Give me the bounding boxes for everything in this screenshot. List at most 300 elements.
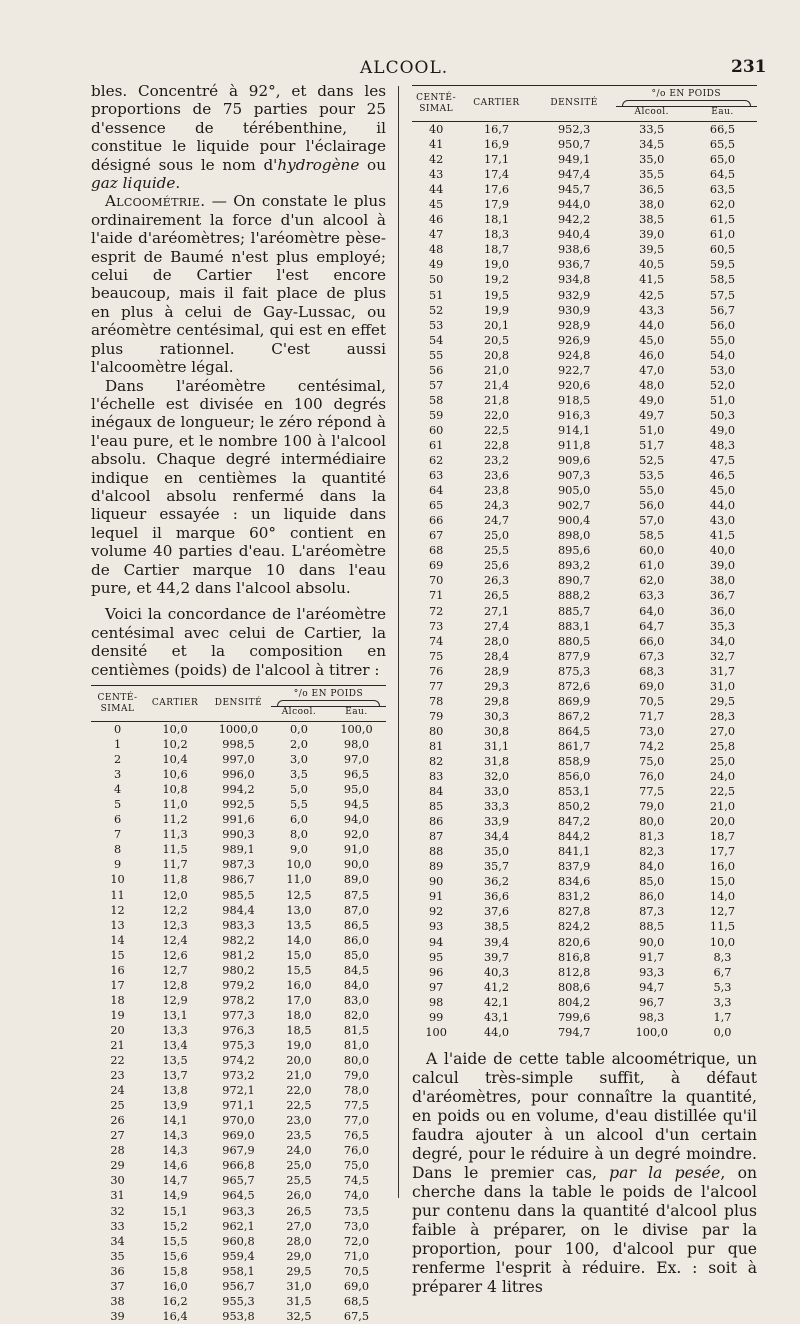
alcohol-cell: 25,0	[286, 1159, 312, 1173]
table-row	[91, 1173, 386, 1188]
degree-cell: 63	[428, 469, 444, 483]
cartier-cell: 34,4	[483, 830, 510, 844]
table-row	[412, 604, 757, 619]
table-row	[412, 1010, 757, 1025]
alcohol-cell: 100,0	[635, 1025, 668, 1039]
table-row	[412, 724, 757, 739]
alcohol-cell: 91,7	[639, 950, 665, 964]
density-cell: 996,0	[222, 768, 255, 782]
table-row	[412, 423, 757, 438]
density-cell: 898,0	[557, 529, 591, 543]
alcohol-cell: 82,3	[639, 845, 665, 859]
cartier-cell: 33,3	[483, 800, 510, 814]
cartier-cell: 24,3	[483, 499, 510, 513]
alcohol-cell: 98,3	[639, 1010, 665, 1024]
degree-cell: 95	[428, 950, 444, 964]
cartier-cell: 25,5	[483, 544, 510, 558]
water-cell: 48,3	[709, 438, 736, 452]
density-cell: 847,2	[557, 815, 591, 829]
table-row	[412, 363, 757, 378]
cartier-cell: 13,7	[162, 1069, 188, 1083]
degree-cell: 48	[428, 243, 444, 257]
water-cell: 8,3	[713, 950, 732, 964]
table-row	[91, 812, 386, 827]
cartier-cell: 12,6	[162, 948, 188, 962]
table-row	[91, 1294, 386, 1309]
degree-cell: 0	[113, 723, 122, 736]
header-eau: Eau.	[345, 707, 368, 717]
table-row	[91, 842, 386, 857]
degree-cell: 19	[110, 1008, 125, 1022]
degree-cell: 78	[428, 694, 444, 708]
table-row	[412, 468, 757, 483]
degree-cell: 99	[428, 1010, 444, 1024]
water-cell: 100,0	[340, 723, 373, 736]
table-row	[412, 814, 757, 829]
cartier-cell: 13,5	[162, 1054, 188, 1068]
water-cell: 73,0	[343, 1219, 370, 1233]
alcohol-cell: 81,3	[639, 830, 665, 844]
paragraph-continuation: bles. Concentré à 92°, et dans les proportions de 75 parties pour 25 d'essence de térébenthine, il constitue le liquide pour l'éclairage désigné sous le nom d'hydrogène ou gaz liquide.	[91, 82, 386, 193]
density-cell: 967,9	[222, 1144, 255, 1158]
table-row	[412, 227, 757, 242]
cartier-cell: 28,0	[483, 634, 510, 648]
cartier-cell: 12,0	[162, 888, 188, 902]
alcohol-cell: 51,7	[639, 438, 665, 452]
density-cell: 804,2	[557, 995, 591, 1009]
degree-cell: 34	[110, 1234, 125, 1248]
alcohol-cell: 2,0	[289, 738, 308, 752]
table-row	[412, 859, 757, 874]
cartier-cell: 44,0	[483, 1025, 510, 1039]
alcohol-cell: 8,0	[289, 828, 308, 842]
degree-cell: 77	[428, 679, 444, 693]
water-cell: 64,5	[709, 168, 736, 182]
cartier-cell: 20,8	[483, 348, 510, 362]
table-row	[91, 1264, 386, 1279]
degree-cell: 7	[113, 828, 122, 842]
table-row	[412, 784, 757, 799]
alcohol-cell: 93,3	[639, 965, 665, 979]
density-cell: 973,2	[222, 1069, 255, 1083]
cartier-cell: 28,4	[483, 649, 510, 663]
density-cell: 962,1	[222, 1219, 255, 1233]
cartier-cell: 21,0	[483, 363, 510, 377]
density-cell: 877,9	[557, 649, 591, 663]
degree-cell: 22	[110, 1054, 125, 1068]
density-cell: 991,6	[222, 813, 255, 827]
cartier-cell: 18,3	[483, 228, 510, 242]
alcohol-cell: 26,0	[286, 1189, 312, 1203]
cartier-cell: 12,3	[162, 918, 188, 932]
cartier-cell: 40,3	[483, 965, 510, 979]
water-cell: 39,0	[709, 559, 736, 573]
cartier-cell: 17,1	[483, 153, 510, 167]
water-cell: 35,3	[709, 619, 736, 633]
degree-cell: 12	[110, 903, 125, 917]
density-cell: 992,5	[222, 798, 255, 812]
water-cell: 27,0	[709, 724, 736, 738]
alcohol-cell: 38,0	[639, 198, 665, 212]
cartier-cell: 38,5	[483, 920, 510, 934]
water-cell: 16,0	[709, 860, 736, 874]
alcohol-cell: 33,5	[639, 123, 665, 136]
water-cell: 52,0	[709, 378, 736, 392]
table-row	[91, 737, 386, 752]
alcohol-cell: 14,0	[286, 933, 312, 947]
table-row	[412, 679, 757, 694]
water-cell: 51,0	[709, 393, 736, 407]
degree-cell: 86	[428, 815, 444, 829]
density-cell: 850,2	[557, 800, 591, 814]
left-column	[91, 82, 386, 1324]
table-row	[412, 995, 757, 1010]
alcohol-cell: 84,0	[639, 860, 665, 874]
cartier-cell: 10,0	[162, 723, 188, 736]
cartier-cell: 26,5	[483, 589, 510, 603]
water-cell: 53,0	[709, 363, 736, 377]
alcohol-cell: 46,0	[639, 348, 665, 362]
degree-cell: 27	[110, 1129, 125, 1143]
cartier-cell: 11,5	[162, 843, 188, 857]
paragraph-table-intro: Voici la concordance de l'aréomètre centésimal avec celui de Cartier, la densité et la composition en centièmes (poids) de l'alcool à titrer :	[91, 605, 386, 679]
alcohol-cell: 55,0	[639, 484, 665, 498]
degree-cell: 74	[428, 634, 444, 648]
table-row	[91, 888, 386, 903]
density-cell: 997,0	[222, 753, 255, 767]
degree-cell: 37	[110, 1279, 125, 1293]
cartier-cell: 16,4	[162, 1309, 188, 1323]
density-cell: 975,3	[222, 1038, 255, 1052]
density-cell: 820,6	[557, 935, 591, 949]
density-cell: 990,3	[222, 828, 255, 842]
alcohol-cell: 22,0	[286, 1084, 312, 1098]
density-cell: 949,1	[557, 153, 591, 167]
paragraph-alcoometrie: Alcoométrie. — On constate le plus ordinairement la force d'un alcool à l'aide d'aréomètres; l'aréomètre pèse-esprit de Baumé n'est plus employé; celui de Cartier l'est encore beaucoup, mais il fait place de plus en plus à celui de Gay-Lussac, ou aréomètre centésimal, qui est en effet plus rationnel. C'est aussi l'alcoomètre légal.	[91, 192, 386, 377]
table-row	[412, 619, 757, 634]
cartier-cell: 19,9	[483, 303, 510, 317]
alcohol-cell: 52,5	[639, 454, 665, 468]
degree-cell: 41	[428, 138, 444, 152]
table-row	[91, 1128, 386, 1143]
density-cell: 956,7	[222, 1279, 255, 1293]
density-cell: 965,7	[222, 1174, 255, 1188]
density-cell: 824,2	[557, 920, 591, 934]
table-row	[91, 857, 386, 872]
degree-cell: 25	[110, 1099, 125, 1113]
water-cell: 24,0	[709, 770, 736, 784]
cartier-cell: 21,8	[483, 393, 510, 407]
degree-cell: 66	[428, 514, 444, 528]
degree-cell: 18	[110, 993, 125, 1007]
water-cell: 94,5	[343, 798, 370, 812]
density-cell: 867,2	[557, 709, 591, 723]
cartier-cell: 29,8	[483, 694, 510, 708]
density-cell: 930,9	[557, 303, 591, 317]
degree-cell: 42	[428, 153, 444, 167]
table-row	[412, 694, 757, 709]
cartier-cell: 36,2	[483, 875, 510, 889]
column-rule	[398, 86, 399, 1198]
cartier-cell: 23,8	[483, 484, 510, 498]
cartier-cell: 23,2	[483, 454, 510, 468]
table-row	[91, 963, 386, 978]
alcohol-cell: 70,5	[639, 694, 665, 708]
alcoometric-table-left	[91, 685, 386, 1324]
water-cell: 34,0	[709, 634, 736, 648]
table-row	[412, 649, 757, 664]
water-cell: 91,0	[343, 843, 370, 857]
density-cell: 945,7	[557, 183, 591, 197]
cartier-cell: 31,1	[483, 739, 510, 753]
cartier-cell: 29,3	[483, 679, 510, 693]
water-cell: 15,0	[709, 875, 736, 889]
alcohol-cell: 90,0	[639, 935, 665, 949]
cartier-cell: 14,7	[162, 1174, 188, 1188]
water-cell: 36,0	[709, 604, 736, 618]
degree-cell: 98	[428, 995, 444, 1009]
water-cell: 25,0	[709, 754, 736, 768]
degree-cell: 71	[428, 589, 444, 603]
alcohol-cell: 75,0	[639, 754, 665, 768]
alcohol-cell: 51,0	[639, 423, 665, 437]
water-cell: 81,0	[343, 1038, 370, 1052]
cartier-cell: 33,9	[483, 815, 510, 829]
cartier-cell: 18,7	[483, 243, 510, 257]
table-row	[412, 965, 757, 980]
cartier-cell: 10,2	[162, 738, 188, 752]
table-row	[91, 782, 386, 797]
water-cell: 14,0	[709, 890, 736, 904]
water-cell: 28,3	[709, 709, 736, 723]
alcohol-cell: 27,0	[286, 1219, 312, 1233]
alcohol-cell: 9,0	[289, 843, 308, 857]
degree-cell: 82	[428, 754, 444, 768]
density-cell: 972,1	[222, 1084, 255, 1098]
alcohol-cell: 49,0	[639, 393, 665, 407]
alcohol-cell: 62,0	[639, 574, 665, 588]
water-cell: 83,0	[343, 993, 370, 1007]
table-row	[91, 1234, 386, 1249]
table-row	[412, 348, 757, 363]
table-row	[412, 393, 757, 408]
water-cell: 20,0	[709, 815, 736, 829]
header-poids: °/o EN POIDS	[616, 86, 757, 107]
cartier-cell: 26,3	[483, 574, 510, 588]
table-row	[91, 797, 386, 812]
density-cell: 875,3	[557, 664, 591, 678]
alcohol-cell: 73,0	[639, 724, 665, 738]
density-cell: 909,6	[557, 454, 591, 468]
alcohol-cell: 13,5	[286, 918, 312, 932]
density-cell: 1000,0	[218, 723, 259, 736]
alcohol-cell: 45,0	[639, 333, 665, 347]
density-cell: 905,0	[557, 484, 591, 498]
degree-cell: 40	[428, 123, 444, 136]
density-cell: 994,2	[222, 783, 255, 797]
density-cell: 947,4	[557, 168, 591, 182]
water-cell: 71,0	[343, 1249, 370, 1263]
degree-cell: 72	[428, 604, 444, 618]
table-row	[91, 1038, 386, 1053]
cartier-cell: 12,9	[162, 993, 188, 1007]
density-cell: 936,7	[557, 258, 591, 272]
degree-cell: 80	[428, 724, 444, 738]
table-row	[91, 1219, 386, 1234]
degree-cell: 88	[428, 845, 444, 859]
cartier-cell: 36,6	[483, 890, 510, 904]
water-cell: 66,5	[709, 123, 736, 136]
density-cell: 977,3	[222, 1008, 255, 1022]
degree-cell: 13	[110, 918, 125, 932]
alcohol-cell: 0,0	[289, 723, 308, 736]
density-cell: 969,0	[222, 1129, 255, 1143]
degree-cell: 79	[428, 709, 444, 723]
header-poids: °/o EN POIDS	[271, 686, 386, 707]
table-row	[91, 752, 386, 767]
table-row	[412, 889, 757, 904]
header-alcool: Alcool.	[281, 707, 317, 717]
water-cell: 82,0	[343, 1008, 370, 1022]
alcohol-cell: 5,5	[289, 798, 308, 812]
degree-cell: 89	[428, 860, 444, 874]
degree-cell: 58	[428, 393, 444, 407]
density-cell: 987,3	[222, 858, 255, 872]
degree-cell: 64	[428, 484, 444, 498]
table-row	[91, 1158, 386, 1173]
cartier-cell: 27,1	[483, 604, 510, 618]
alcohol-cell: 68,3	[639, 664, 665, 678]
cartier-cell: 25,6	[483, 559, 510, 573]
degree-cell: 14	[110, 933, 125, 947]
density-cell: 924,8	[557, 348, 591, 362]
degree-cell: 60	[428, 423, 444, 437]
cartier-cell: 16,9	[483, 138, 510, 152]
cartier-cell: 14,1	[162, 1114, 188, 1128]
table-row	[412, 122, 757, 138]
degree-cell: 28	[110, 1144, 125, 1158]
density-cell: 960,8	[222, 1234, 255, 1248]
table-row	[412, 152, 757, 167]
table-row	[412, 799, 757, 814]
water-cell: 69,0	[343, 1279, 370, 1293]
alcohol-cell: 94,7	[639, 980, 665, 994]
table-row	[412, 919, 757, 934]
degree-cell: 91	[428, 890, 444, 904]
degree-cell: 56	[428, 363, 444, 377]
table-row	[91, 948, 386, 963]
degree-cell: 65	[428, 499, 444, 513]
page-number: 231	[731, 57, 767, 77]
density-cell: 893,2	[557, 559, 591, 573]
density-cell: 974,2	[222, 1054, 255, 1068]
degree-cell: 54	[428, 333, 444, 347]
alcohol-cell: 35,0	[639, 153, 665, 167]
table-row	[91, 1098, 386, 1113]
degree-cell: 94	[428, 935, 444, 949]
alcohol-cell: 88,5	[639, 920, 665, 934]
table-row	[412, 588, 757, 603]
water-cell: 57,5	[709, 288, 736, 302]
cartier-cell: 15,1	[162, 1204, 188, 1218]
cartier-cell: 12,8	[162, 978, 188, 992]
cartier-cell: 19,2	[483, 273, 510, 287]
density-cell: 808,6	[557, 980, 591, 994]
water-cell: 81,5	[343, 1023, 370, 1037]
alcohol-cell: 20,0	[286, 1054, 312, 1068]
density-cell: 827,8	[557, 905, 591, 919]
degree-cell: 67	[428, 529, 444, 543]
density-cell: 916,3	[557, 408, 591, 422]
density-cell: 942,2	[557, 213, 591, 227]
density-cell: 964,5	[222, 1189, 255, 1203]
table-row	[412, 573, 757, 588]
density-cell: 934,8	[557, 273, 591, 287]
density-cell: 872,6	[557, 679, 591, 693]
water-cell: 76,5	[343, 1129, 370, 1143]
density-cell: 799,6	[557, 1010, 591, 1024]
water-cell: 44,0	[709, 499, 736, 513]
cartier-cell: 11,3	[162, 828, 188, 842]
cartier-cell: 17,4	[483, 168, 510, 182]
alcohol-cell: 11,0	[286, 873, 312, 887]
water-cell: 70,5	[343, 1264, 370, 1278]
density-cell: 950,7	[557, 138, 591, 152]
table-row	[412, 739, 757, 754]
alcohol-cell: 53,5	[639, 469, 665, 483]
density-cell: 907,3	[557, 469, 591, 483]
water-cell: 74,0	[343, 1189, 370, 1203]
table-row	[412, 950, 757, 965]
water-cell: 67,5	[343, 1309, 370, 1323]
cartier-cell: 18,1	[483, 213, 510, 227]
cartier-cell: 14,6	[162, 1159, 188, 1173]
table-row	[91, 903, 386, 918]
table-row	[412, 543, 757, 558]
table-row	[412, 212, 757, 227]
degree-cell: 30	[110, 1174, 125, 1188]
table-row	[412, 333, 757, 348]
cartier-cell: 14,9	[162, 1189, 188, 1203]
running-title: ALCOOL.	[360, 58, 449, 78]
degree-cell: 33	[110, 1219, 125, 1233]
degree-cell: 52	[428, 303, 444, 317]
cartier-cell: 24,7	[483, 514, 510, 528]
water-cell: 65,5	[709, 138, 736, 152]
density-cell: 895,6	[557, 544, 591, 558]
water-cell: 1,7	[713, 1010, 732, 1024]
alcohol-cell: 23,5	[286, 1129, 312, 1143]
degree-cell: 46	[428, 213, 444, 227]
alcohol-cell: 21,0	[286, 1069, 312, 1083]
water-cell: 38,0	[709, 574, 736, 588]
degree-cell: 62	[428, 454, 444, 468]
cartier-cell: 30,3	[483, 709, 510, 723]
degree-cell: 6	[113, 813, 122, 827]
alcohol-cell: 26,5	[286, 1204, 312, 1218]
cartier-cell: 13,3	[162, 1023, 188, 1037]
water-cell: 32,7	[709, 649, 736, 663]
density-cell: 940,4	[557, 228, 591, 242]
density-cell: 816,8	[557, 950, 591, 964]
degree-cell: 70	[428, 574, 444, 588]
table-row	[412, 874, 757, 889]
table-row	[91, 827, 386, 842]
table-row	[91, 993, 386, 1008]
alcohol-cell: 74,2	[639, 739, 665, 753]
water-cell: 18,7	[709, 830, 736, 844]
table-row	[412, 709, 757, 724]
